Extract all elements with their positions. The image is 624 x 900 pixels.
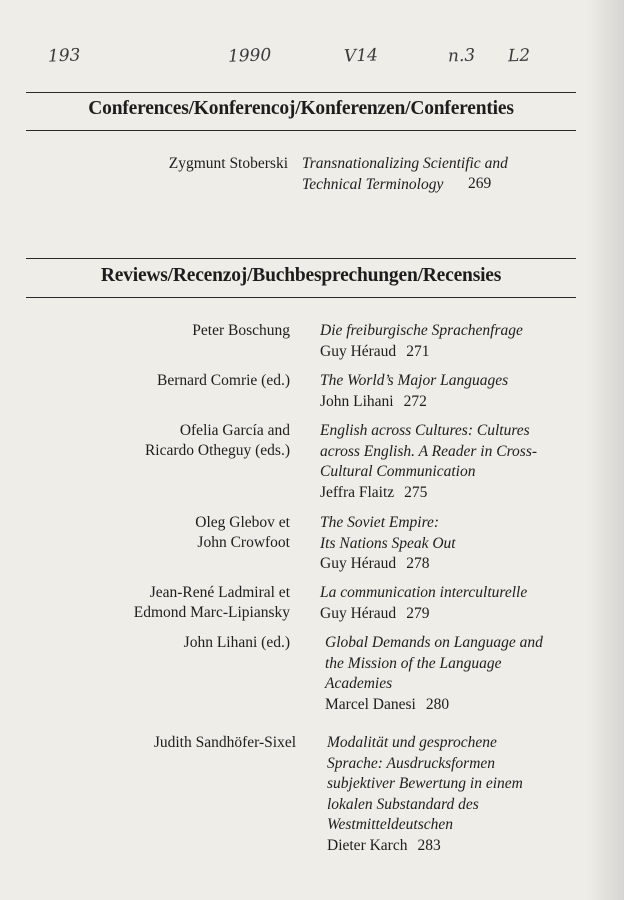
handwritten-note-code: L2	[507, 45, 531, 67]
reviews-heading: Reviews/Recenzoj/Buchbesprechungen/Recensies	[100, 265, 502, 286]
reviewer-name: Marcel Danesi	[325, 695, 416, 713]
review-author: Oleg Glebov et John Crowfoot	[195, 514, 290, 551]
review-page: 272	[403, 392, 427, 410]
review-title: English across Cultures: Cultures across English. A Reader in Cross- Cultural Communication	[320, 422, 538, 480]
review-page: 278	[406, 555, 430, 572]
section-rule-top	[26, 258, 576, 259]
review-entry	[320, 371, 580, 412]
review-author: Judith Sandhöfer-Sixel	[153, 734, 296, 751]
handwritten-note-volume-page: 193	[47, 45, 81, 67]
reviewer-name: Dieter Karch	[327, 836, 408, 854]
conference-entry	[302, 154, 572, 195]
review-title: La communication interculturelle	[320, 584, 528, 601]
review-entry	[320, 513, 580, 575]
review-title: The World’s Major Languages	[320, 372, 509, 389]
section-rule-top	[26, 92, 576, 93]
review-reviewer-line	[320, 392, 580, 413]
review-page: 279	[406, 604, 430, 622]
review-entry	[325, 633, 585, 715]
review-reviewer-line	[320, 342, 580, 363]
reviewer-name: Guy Héraud	[320, 604, 397, 622]
review-author: John Lihani (ed.)	[183, 634, 290, 651]
conference-author: Zygmunt Stoberski	[168, 155, 288, 172]
review-title: Modalität und gesprochene Sprache: Ausdrucksformen subjektiver Bewertung in einem lokalen Substandard des Westmitteldeutschen	[327, 734, 523, 833]
review-page: 283	[417, 836, 441, 854]
handwritten-note-year: 1990	[227, 45, 272, 67]
conference-title: Transnationalizing Scientific and Technical Terminology	[302, 155, 508, 193]
review-title: The Soviet Empire: Its Nations Speak Out	[320, 514, 456, 552]
review-reviewer-line	[320, 483, 580, 504]
review-entry	[327, 733, 587, 856]
review-reviewer-line	[325, 695, 585, 716]
handwritten-note-volume: V14	[343, 45, 379, 67]
review-title: Die freiburgische Sprachenfrage	[320, 322, 523, 339]
review-author: Bernard Comrie (ed.)	[157, 372, 290, 389]
review-page: 275	[404, 483, 428, 501]
reviewer-name: Guy Héraud	[320, 342, 397, 360]
review-entry	[320, 321, 580, 362]
review-title: Global Demands on Language and the Mission of the Language Academies	[325, 634, 543, 692]
conference-page: 269	[468, 175, 492, 192]
review-author: Ofelia García and Ricardo Otheguy (eds.)	[144, 422, 290, 459]
review-page: 280	[425, 695, 450, 713]
review-reviewer-line	[320, 554, 580, 575]
review-author: Jean-René Ladmiral et Edmond Marc-Lipiansky	[133, 584, 290, 621]
handwritten-note-number: n.3	[447, 45, 476, 67]
reviewer-name: Guy Héraud	[320, 555, 397, 572]
review-reviewer-line	[327, 836, 587, 857]
reviewer-name: Jeffra Flaitz	[320, 483, 395, 501]
section-rule-bottom	[26, 297, 576, 298]
page-edge-shadow	[586, 0, 624, 900]
review-entry	[320, 421, 580, 503]
review-page: 271	[406, 342, 430, 360]
reviewer-name: John Lihani	[320, 392, 394, 410]
conferences-heading: Conferences/Konferencoj/Konferenzen/Conferenties	[88, 98, 514, 119]
review-entry	[320, 583, 580, 624]
review-reviewer-line	[320, 604, 580, 625]
section-rule-bottom	[26, 130, 576, 131]
review-author: Peter Boschung	[192, 322, 290, 339]
